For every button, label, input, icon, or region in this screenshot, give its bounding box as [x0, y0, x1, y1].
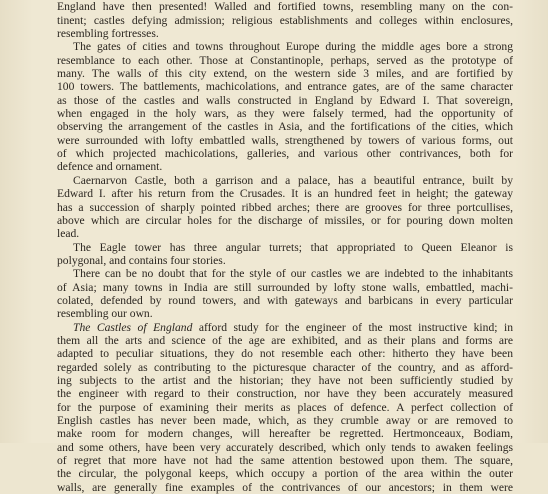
text-line: ing subjects to the artist and the historian; they have not been sufficiently studied by [57, 374, 513, 387]
text-line: 100 towers. The battlements, machicolations, and entrance gates, are of the same character [57, 80, 513, 93]
text-line: resemblance to each other. Those at Constantinople, perhaps, served as the prototype of [57, 54, 513, 67]
text-line: tinent; castles defying admission; religious establishments and colleges within enclosures, [57, 14, 513, 27]
text-line: when engaged in the holy wars, as they were falsely termed, had the opportunity of [57, 107, 513, 120]
text-line: resembling fortresses. [57, 27, 513, 40]
text-line: lead. [57, 227, 513, 240]
text-run: afford study for the engineer of the most instructive kind; in [192, 321, 513, 334]
text-line: The Eagle tower has three angular turrets; that appropriated to Queen Eleanor is [57, 241, 513, 254]
text-line: above which are circular holes for the discharge of missiles, or for pouring down molten [57, 214, 513, 227]
text-line: of Asia; many towns in India are still surrounded by lofty stone walls, embattled, machi- [57, 281, 513, 294]
text-line: has a succession of sharply pointed ribbed arches; there are grooves for three portcullises, [57, 201, 513, 214]
text-line: of regret that more have not had the same attention bestowed upon them. The square, [57, 454, 513, 467]
italic-heading: The Castles of England [73, 321, 192, 334]
paragraph [57, 267, 513, 320]
text-line: Caernarvon Castle, both a garrison and a palace, has a beautiful entrance, built by [57, 174, 513, 187]
paragraph [57, 174, 513, 241]
text-line: many. The walls of this city extend, on the western side 3 miles, and are fortified by [57, 67, 513, 80]
text-line: the circular, the polygonal keeps, which occupy a portion of the area within the outer [57, 467, 513, 480]
text-line: and some others, have been very accurately described, which only tends to awaken feelings [57, 441, 513, 454]
text-line: observing the arrangement of the castles in Asia, and the fortifications of the cities, which [57, 120, 513, 133]
text-line: were surrounded with lofty embattled walls, strengthened by towers of various forms, out [57, 134, 513, 147]
text-line: Edward I. after his return from the Crusades. It is an hundred feet in height; the gateway [57, 187, 513, 200]
paragraph [57, 241, 513, 268]
text-line: of which projected machicolations, galleries, and various other contrivances, both for [57, 147, 513, 160]
text-line: England have then presented! Walled and fortified towns, resembling many on the con- [57, 0, 513, 13]
text-line: polygonal, and contains four stories. [57, 254, 513, 267]
text-line: colated, defended by round towers, and with gateways and barbicans in every particular [57, 294, 513, 307]
text-line: resembling our own. [57, 307, 513, 320]
text-line: adapted to peculiar situations, they do not resemble each other: hitherto they have been [57, 347, 513, 360]
text-line: defence and ornament. [57, 160, 513, 173]
text-line [57, 321, 513, 334]
text-line: for the purpose of examining their merits as places of defence. A perfect collection of [57, 401, 513, 414]
paragraph [57, 321, 513, 494]
text-line: There can be no doubt that for the style of our castles we are indebted to the inhabitants [57, 267, 513, 280]
text-line: them all the arts and science of the age are exhibited, and as their plans and forms are [57, 334, 513, 347]
text-line: as those of the castles and walls constructed in England by Edward I. That sovereign, [57, 94, 513, 107]
body-text [57, 0, 513, 494]
text-line: walls, are generally fine examples of the contrivances of our ancestors; in them were [57, 481, 513, 494]
text-line: the engineer with regard to their construction, nor have they been accurately measured [57, 387, 513, 400]
text-line: regarded solely as contributing to the picturesque character of the country, and as afford- [57, 361, 513, 374]
text-line: make room for modern changes, will hereafter be regretted. Hertmonceaux, Bodiam, [57, 427, 513, 440]
text-line: The gates of cities and towns throughout Europe during the middle ages bore a strong [57, 40, 513, 53]
paragraph [57, 40, 513, 173]
paragraph [57, 0, 513, 40]
text-line: English castles has never been made, which, as they crumble away or are removed to [57, 414, 513, 427]
